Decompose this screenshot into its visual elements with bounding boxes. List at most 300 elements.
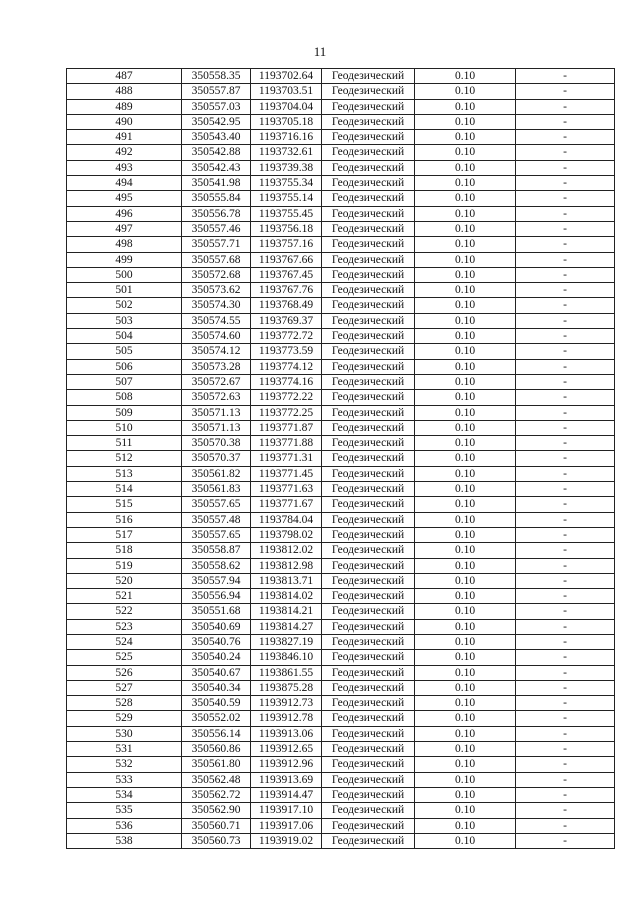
y-coordinate-cell: 1193769.37	[251, 313, 322, 328]
method-cell: Геодезический	[322, 130, 415, 145]
accuracy-cell: 0.10	[415, 650, 516, 665]
point-number-cell: 538	[67, 833, 182, 848]
table-row	[67, 604, 615, 619]
x-coordinate-cell: 350542.95	[182, 114, 251, 129]
y-coordinate-cell: 1193846.10	[251, 650, 322, 665]
x-coordinate-cell: 350572.63	[182, 390, 251, 405]
point-number-cell: 490	[67, 114, 182, 129]
point-number-cell: 533	[67, 772, 182, 787]
table-row	[67, 298, 615, 313]
point-number-cell: 529	[67, 711, 182, 726]
description-cell: -	[516, 344, 615, 359]
y-coordinate-cell: 1193767.66	[251, 252, 322, 267]
table-row	[67, 665, 615, 680]
description-cell: -	[516, 69, 615, 84]
method-cell: Геодезический	[322, 313, 415, 328]
table-row	[67, 833, 615, 848]
y-coordinate-cell: 1193771.63	[251, 482, 322, 497]
x-coordinate-cell: 350556.94	[182, 589, 251, 604]
table-row	[67, 711, 615, 726]
table-row	[67, 696, 615, 711]
description-cell: -	[516, 558, 615, 573]
description-cell: -	[516, 374, 615, 389]
coordinates-table	[66, 68, 615, 849]
accuracy-cell: 0.10	[415, 145, 516, 160]
method-cell: Геодезический	[322, 176, 415, 191]
method-cell: Геодезический	[322, 145, 415, 160]
x-coordinate-cell: 350557.71	[182, 237, 251, 252]
method-cell: Геодезический	[322, 558, 415, 573]
table-body	[67, 69, 615, 849]
table-row	[67, 176, 615, 191]
accuracy-cell: 0.10	[415, 696, 516, 711]
accuracy-cell: 0.10	[415, 114, 516, 129]
accuracy-cell: 0.10	[415, 573, 516, 588]
description-cell: -	[516, 803, 615, 818]
method-cell: Геодезический	[322, 772, 415, 787]
table-row	[67, 69, 615, 84]
method-cell: Геодезический	[322, 84, 415, 99]
method-cell: Геодезический	[322, 604, 415, 619]
point-number-cell: 504	[67, 329, 182, 344]
table-row	[67, 359, 615, 374]
y-coordinate-cell: 1193912.73	[251, 696, 322, 711]
point-number-cell: 525	[67, 650, 182, 665]
description-cell: -	[516, 711, 615, 726]
y-coordinate-cell: 1193755.34	[251, 176, 322, 191]
x-coordinate-cell: 350574.30	[182, 298, 251, 313]
point-number-cell: 513	[67, 466, 182, 481]
x-coordinate-cell: 350557.48	[182, 512, 251, 527]
y-coordinate-cell: 1193814.02	[251, 589, 322, 604]
accuracy-cell: 0.10	[415, 512, 516, 527]
table-row	[67, 405, 615, 420]
y-coordinate-cell: 1193774.12	[251, 359, 322, 374]
accuracy-cell: 0.10	[415, 680, 516, 695]
description-cell: -	[516, 619, 615, 634]
description-cell: -	[516, 772, 615, 787]
method-cell: Геодезический	[322, 665, 415, 680]
y-coordinate-cell: 1193774.16	[251, 374, 322, 389]
y-coordinate-cell: 1193768.49	[251, 298, 322, 313]
point-number-cell: 488	[67, 84, 182, 99]
point-number-cell: 514	[67, 482, 182, 497]
description-cell: -	[516, 543, 615, 558]
method-cell: Геодезический	[322, 818, 415, 833]
accuracy-cell: 0.10	[415, 283, 516, 298]
method-cell: Геодезический	[322, 237, 415, 252]
x-coordinate-cell: 350573.62	[182, 283, 251, 298]
x-coordinate-cell: 350572.68	[182, 267, 251, 282]
table-row	[67, 482, 615, 497]
method-cell: Геодезический	[322, 252, 415, 267]
x-coordinate-cell: 350540.69	[182, 619, 251, 634]
x-coordinate-cell: 350562.72	[182, 787, 251, 802]
y-coordinate-cell: 1193739.38	[251, 160, 322, 175]
description-cell: -	[516, 634, 615, 649]
point-number-cell: 487	[67, 69, 182, 84]
x-coordinate-cell: 350557.03	[182, 99, 251, 114]
table-row	[67, 160, 615, 175]
x-coordinate-cell: 350557.65	[182, 497, 251, 512]
y-coordinate-cell: 1193755.45	[251, 206, 322, 221]
method-cell: Геодезический	[322, 589, 415, 604]
table-row	[67, 680, 615, 695]
x-coordinate-cell: 350561.82	[182, 466, 251, 481]
table-row	[67, 527, 615, 542]
point-number-cell: 523	[67, 619, 182, 634]
description-cell: -	[516, 359, 615, 374]
table-row	[67, 374, 615, 389]
description-cell: -	[516, 145, 615, 160]
table-row	[67, 726, 615, 741]
y-coordinate-cell: 1193784.04	[251, 512, 322, 527]
x-coordinate-cell: 350542.43	[182, 160, 251, 175]
method-cell: Геодезический	[322, 298, 415, 313]
method-cell: Геодезический	[322, 512, 415, 527]
description-cell: -	[516, 176, 615, 191]
accuracy-cell: 0.10	[415, 344, 516, 359]
y-coordinate-cell: 1193772.22	[251, 390, 322, 405]
description-cell: -	[516, 589, 615, 604]
description-cell: -	[516, 99, 615, 114]
point-number-cell: 520	[67, 573, 182, 588]
method-cell: Геодезический	[322, 267, 415, 282]
accuracy-cell: 0.10	[415, 634, 516, 649]
x-coordinate-cell: 350560.86	[182, 742, 251, 757]
method-cell: Геодезический	[322, 680, 415, 695]
table-row	[67, 787, 615, 802]
point-number-cell: 508	[67, 390, 182, 405]
accuracy-cell: 0.10	[415, 451, 516, 466]
table-row	[67, 390, 615, 405]
x-coordinate-cell: 350561.80	[182, 757, 251, 772]
accuracy-cell: 0.10	[415, 665, 516, 680]
x-coordinate-cell: 350570.38	[182, 436, 251, 451]
accuracy-cell: 0.10	[415, 420, 516, 435]
accuracy-cell: 0.10	[415, 313, 516, 328]
point-number-cell: 506	[67, 359, 182, 374]
y-coordinate-cell: 1193861.55	[251, 665, 322, 680]
description-cell: -	[516, 313, 615, 328]
accuracy-cell: 0.10	[415, 619, 516, 634]
description-cell: -	[516, 436, 615, 451]
description-cell: -	[516, 114, 615, 129]
accuracy-cell: 0.10	[415, 84, 516, 99]
accuracy-cell: 0.10	[415, 69, 516, 84]
y-coordinate-cell: 1193732.61	[251, 145, 322, 160]
description-cell: -	[516, 191, 615, 206]
description-cell: -	[516, 787, 615, 802]
x-coordinate-cell: 350574.60	[182, 329, 251, 344]
y-coordinate-cell: 1193767.76	[251, 283, 322, 298]
x-coordinate-cell: 350555.84	[182, 191, 251, 206]
y-coordinate-cell: 1193702.64	[251, 69, 322, 84]
y-coordinate-cell: 1193771.88	[251, 436, 322, 451]
method-cell: Геодезический	[322, 742, 415, 757]
table-row	[67, 237, 615, 252]
table-row	[67, 313, 615, 328]
point-number-cell: 524	[67, 634, 182, 649]
point-number-cell: 528	[67, 696, 182, 711]
table-row	[67, 803, 615, 818]
description-cell: -	[516, 604, 615, 619]
x-coordinate-cell: 350557.46	[182, 221, 251, 236]
accuracy-cell: 0.10	[415, 558, 516, 573]
accuracy-cell: 0.10	[415, 803, 516, 818]
accuracy-cell: 0.10	[415, 206, 516, 221]
table-row	[67, 543, 615, 558]
x-coordinate-cell: 350557.65	[182, 527, 251, 542]
accuracy-cell: 0.10	[415, 604, 516, 619]
point-number-cell: 502	[67, 298, 182, 313]
description-cell: -	[516, 298, 615, 313]
method-cell: Геодезический	[322, 114, 415, 129]
x-coordinate-cell: 350557.87	[182, 84, 251, 99]
method-cell: Геодезический	[322, 833, 415, 848]
point-number-cell: 518	[67, 543, 182, 558]
x-coordinate-cell: 350540.59	[182, 696, 251, 711]
x-coordinate-cell: 350574.55	[182, 313, 251, 328]
method-cell: Геодезический	[322, 420, 415, 435]
x-coordinate-cell: 350551.68	[182, 604, 251, 619]
description-cell: -	[516, 420, 615, 435]
x-coordinate-cell: 350570.37	[182, 451, 251, 466]
point-number-cell: 509	[67, 405, 182, 420]
y-coordinate-cell: 1193716.16	[251, 130, 322, 145]
point-number-cell: 498	[67, 237, 182, 252]
method-cell: Геодезический	[322, 221, 415, 236]
method-cell: Геодезический	[322, 711, 415, 726]
accuracy-cell: 0.10	[415, 711, 516, 726]
description-cell: -	[516, 237, 615, 252]
y-coordinate-cell: 1193756.18	[251, 221, 322, 236]
x-coordinate-cell: 350562.48	[182, 772, 251, 787]
description-cell: -	[516, 283, 615, 298]
point-number-cell: 535	[67, 803, 182, 818]
accuracy-cell: 0.10	[415, 466, 516, 481]
table-row	[67, 650, 615, 665]
description-cell: -	[516, 742, 615, 757]
method-cell: Геодезический	[322, 619, 415, 634]
y-coordinate-cell: 1193812.02	[251, 543, 322, 558]
point-number-cell: 512	[67, 451, 182, 466]
table-row	[67, 497, 615, 512]
method-cell: Геодезический	[322, 543, 415, 558]
x-coordinate-cell: 350557.94	[182, 573, 251, 588]
y-coordinate-cell: 1193912.96	[251, 757, 322, 772]
description-cell: -	[516, 482, 615, 497]
table-row	[67, 742, 615, 757]
point-number-cell: 526	[67, 665, 182, 680]
description-cell: -	[516, 252, 615, 267]
accuracy-cell: 0.10	[415, 130, 516, 145]
y-coordinate-cell: 1193771.45	[251, 466, 322, 481]
table-row	[67, 573, 615, 588]
y-coordinate-cell: 1193705.18	[251, 114, 322, 129]
page-number: 11	[313, 44, 327, 59]
table-row	[67, 267, 615, 282]
table-row	[67, 420, 615, 435]
point-number-cell: 527	[67, 680, 182, 695]
point-number-cell: 521	[67, 589, 182, 604]
method-cell: Геодезический	[322, 634, 415, 649]
method-cell: Геодезический	[322, 390, 415, 405]
accuracy-cell: 0.10	[415, 833, 516, 848]
accuracy-cell: 0.10	[415, 527, 516, 542]
accuracy-cell: 0.10	[415, 359, 516, 374]
x-coordinate-cell: 350574.12	[182, 344, 251, 359]
method-cell: Геодезический	[322, 191, 415, 206]
accuracy-cell: 0.10	[415, 267, 516, 282]
point-number-cell: 530	[67, 726, 182, 741]
x-coordinate-cell: 350556.78	[182, 206, 251, 221]
table-row	[67, 283, 615, 298]
method-cell: Геодезический	[322, 359, 415, 374]
description-cell: -	[516, 206, 615, 221]
y-coordinate-cell: 1193917.10	[251, 803, 322, 818]
table-row	[67, 772, 615, 787]
description-cell: -	[516, 84, 615, 99]
x-coordinate-cell: 350540.24	[182, 650, 251, 665]
accuracy-cell: 0.10	[415, 757, 516, 772]
method-cell: Геодезический	[322, 497, 415, 512]
description-cell: -	[516, 680, 615, 695]
table-row	[67, 466, 615, 481]
description-cell: -	[516, 221, 615, 236]
method-cell: Геодезический	[322, 344, 415, 359]
description-cell: -	[516, 696, 615, 711]
accuracy-cell: 0.10	[415, 543, 516, 558]
method-cell: Геодезический	[322, 405, 415, 420]
point-number-cell: 489	[67, 99, 182, 114]
y-coordinate-cell: 1193757.16	[251, 237, 322, 252]
method-cell: Геодезический	[322, 374, 415, 389]
table-row	[67, 145, 615, 160]
table-row	[67, 99, 615, 114]
accuracy-cell: 0.10	[415, 787, 516, 802]
y-coordinate-cell: 1193767.45	[251, 267, 322, 282]
point-number-cell: 492	[67, 145, 182, 160]
y-coordinate-cell: 1193913.69	[251, 772, 322, 787]
y-coordinate-cell: 1193704.04	[251, 99, 322, 114]
description-cell: -	[516, 512, 615, 527]
point-number-cell: 515	[67, 497, 182, 512]
y-coordinate-cell: 1193914.47	[251, 787, 322, 802]
description-cell: -	[516, 527, 615, 542]
accuracy-cell: 0.10	[415, 726, 516, 741]
x-coordinate-cell: 350552.02	[182, 711, 251, 726]
method-cell: Геодезический	[322, 329, 415, 344]
accuracy-cell: 0.10	[415, 99, 516, 114]
method-cell: Геодезический	[322, 206, 415, 221]
x-coordinate-cell: 350542.88	[182, 145, 251, 160]
description-cell: -	[516, 329, 615, 344]
table-row	[67, 221, 615, 236]
y-coordinate-cell: 1193814.27	[251, 619, 322, 634]
y-coordinate-cell: 1193772.72	[251, 329, 322, 344]
method-cell: Геодезический	[322, 482, 415, 497]
table-row	[67, 329, 615, 344]
description-cell: -	[516, 665, 615, 680]
description-cell: -	[516, 451, 615, 466]
accuracy-cell: 0.10	[415, 405, 516, 420]
point-number-cell: 507	[67, 374, 182, 389]
accuracy-cell: 0.10	[415, 482, 516, 497]
point-number-cell: 496	[67, 206, 182, 221]
method-cell: Геодезический	[322, 757, 415, 772]
x-coordinate-cell: 350557.68	[182, 252, 251, 267]
accuracy-cell: 0.10	[415, 191, 516, 206]
method-cell: Геодезический	[322, 160, 415, 175]
table-row	[67, 512, 615, 527]
description-cell: -	[516, 818, 615, 833]
x-coordinate-cell: 350561.83	[182, 482, 251, 497]
method-cell: Геодезический	[322, 466, 415, 481]
y-coordinate-cell: 1193912.65	[251, 742, 322, 757]
x-coordinate-cell: 350541.98	[182, 176, 251, 191]
method-cell: Геодезический	[322, 451, 415, 466]
accuracy-cell: 0.10	[415, 329, 516, 344]
accuracy-cell: 0.10	[415, 374, 516, 389]
y-coordinate-cell: 1193703.51	[251, 84, 322, 99]
point-number-cell: 517	[67, 527, 182, 542]
x-coordinate-cell: 350560.73	[182, 833, 251, 848]
accuracy-cell: 0.10	[415, 497, 516, 512]
method-cell: Геодезический	[322, 696, 415, 711]
method-cell: Геодезический	[322, 787, 415, 802]
point-number-cell: 503	[67, 313, 182, 328]
description-cell: -	[516, 650, 615, 665]
description-cell: -	[516, 757, 615, 772]
y-coordinate-cell: 1193798.02	[251, 527, 322, 542]
table-row	[67, 558, 615, 573]
table-row	[67, 757, 615, 772]
x-coordinate-cell: 350540.67	[182, 665, 251, 680]
x-coordinate-cell: 350558.35	[182, 69, 251, 84]
method-cell: Геодезический	[322, 283, 415, 298]
table-row	[67, 130, 615, 145]
accuracy-cell: 0.10	[415, 176, 516, 191]
accuracy-cell: 0.10	[415, 237, 516, 252]
table-row	[67, 206, 615, 221]
description-cell: -	[516, 405, 615, 420]
point-number-cell: 531	[67, 742, 182, 757]
x-coordinate-cell: 350560.71	[182, 818, 251, 833]
method-cell: Геодезический	[322, 436, 415, 451]
accuracy-cell: 0.10	[415, 252, 516, 267]
table-row	[67, 451, 615, 466]
accuracy-cell: 0.10	[415, 221, 516, 236]
x-coordinate-cell: 350558.87	[182, 543, 251, 558]
point-number-cell: 491	[67, 130, 182, 145]
point-number-cell: 505	[67, 344, 182, 359]
description-cell: -	[516, 466, 615, 481]
method-cell: Геодезический	[322, 803, 415, 818]
description-cell: -	[516, 573, 615, 588]
description-cell: -	[516, 160, 615, 175]
y-coordinate-cell: 1193913.06	[251, 726, 322, 741]
x-coordinate-cell: 350540.34	[182, 680, 251, 695]
y-coordinate-cell: 1193771.87	[251, 420, 322, 435]
x-coordinate-cell: 350558.62	[182, 558, 251, 573]
point-number-cell: 493	[67, 160, 182, 175]
point-number-cell: 495	[67, 191, 182, 206]
point-number-cell: 494	[67, 176, 182, 191]
y-coordinate-cell: 1193772.25	[251, 405, 322, 420]
point-number-cell: 500	[67, 267, 182, 282]
x-coordinate-cell: 350540.76	[182, 634, 251, 649]
